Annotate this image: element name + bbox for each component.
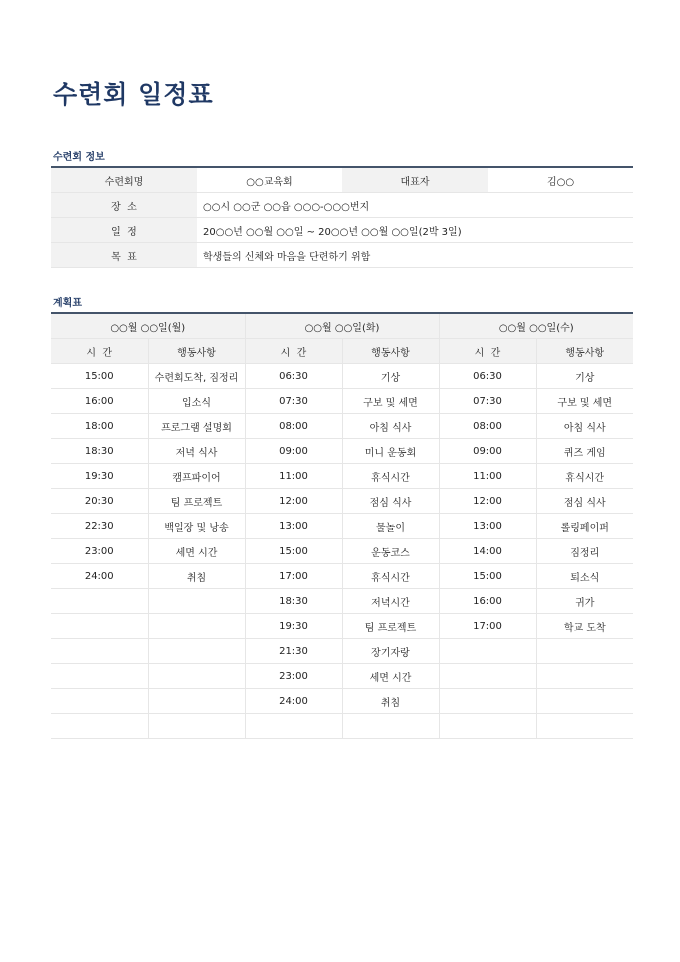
table-row: [51, 589, 633, 614]
activity-cell: 퀴즈 게임: [536, 439, 633, 464]
page-title: 수련회 일정표: [53, 80, 214, 109]
column-header-row: [51, 339, 633, 364]
time-cell: [245, 714, 342, 739]
time-cell: 16:00: [51, 389, 148, 414]
time-cell: [51, 589, 148, 614]
time-cell: 23:00: [245, 664, 342, 689]
time-cell: 15:00: [245, 539, 342, 564]
info-row-place: [51, 193, 633, 218]
time-cell: 09:00: [439, 439, 536, 464]
time-cell: [439, 714, 536, 739]
time-cell: [51, 614, 148, 639]
info-table: [51, 166, 633, 268]
table-row: [51, 614, 633, 639]
activity-cell: [148, 689, 245, 714]
activity-cell: [148, 639, 245, 664]
name-label: 수련회명: [51, 167, 197, 193]
activity-cell: 팀 프로젝트: [148, 489, 245, 514]
activity-cell: [536, 689, 633, 714]
time-cell: 18:00: [51, 414, 148, 439]
time-cell: 13:00: [439, 514, 536, 539]
place-value: ○○시 ○○군 ○○읍 ○○○-○○○번지: [197, 193, 633, 218]
time-cell: 07:30: [245, 389, 342, 414]
activity-cell: [536, 714, 633, 739]
time-cell: 09:00: [245, 439, 342, 464]
rep-value: 김○○: [488, 167, 633, 193]
activity-cell: 저녁시간: [342, 589, 439, 614]
activity-cell: 세면 시간: [342, 664, 439, 689]
activity-cell: 점심 식사: [342, 489, 439, 514]
table-row: [51, 564, 633, 589]
time-cell: [51, 689, 148, 714]
activity-cell: 입소식: [148, 389, 245, 414]
time-header: 시 간: [245, 339, 342, 364]
activity-cell: [148, 589, 245, 614]
time-cell: 19:30: [51, 464, 148, 489]
plan-section-title: 계획표: [53, 298, 82, 309]
time-cell: 18:30: [51, 439, 148, 464]
time-cell: 20:30: [51, 489, 148, 514]
activity-cell: 휴식시간: [536, 464, 633, 489]
activity-cell: 휴식시간: [342, 564, 439, 589]
activity-cell: 프로그램 설명회: [148, 414, 245, 439]
table-row: [51, 664, 633, 689]
activity-cell: 점심 식사: [536, 489, 633, 514]
time-cell: 24:00: [245, 689, 342, 714]
activity-cell: 캠프파이어: [148, 464, 245, 489]
time-cell: [439, 664, 536, 689]
activity-cell: 장기자랑: [342, 639, 439, 664]
rep-label: 대표자: [342, 167, 488, 193]
info-section-title: 수련회 정보: [53, 152, 105, 163]
activity-cell: 취침: [148, 564, 245, 589]
goal-value: 학생들의 신체와 마음을 단련하기 위함: [197, 243, 633, 268]
day-header: ○○월 ○○일(월): [51, 313, 245, 339]
table-row: [51, 689, 633, 714]
time-cell: 08:00: [245, 414, 342, 439]
activity-cell: 퇴소식: [536, 564, 633, 589]
activity-cell: 저녁 식사: [148, 439, 245, 464]
time-cell: 06:30: [245, 364, 342, 389]
table-row: [51, 639, 633, 664]
time-header: 시 간: [51, 339, 148, 364]
activity-cell: 백일장 및 낭송: [148, 514, 245, 539]
table-row: [51, 514, 633, 539]
name-value: ○○교육회: [197, 167, 342, 193]
time-cell: [439, 689, 536, 714]
time-cell: 13:00: [245, 514, 342, 539]
activity-cell: 학교 도착: [536, 614, 633, 639]
activity-cell: 휴식시간: [342, 464, 439, 489]
time-cell: 12:00: [245, 489, 342, 514]
activity-cell: 세면 시간: [148, 539, 245, 564]
time-cell: [51, 664, 148, 689]
time-cell: 11:00: [245, 464, 342, 489]
plan-table: [51, 312, 633, 739]
time-cell: [51, 639, 148, 664]
activity-cell: 물놀이: [342, 514, 439, 539]
activity-cell: 짐정리: [536, 539, 633, 564]
day-header: ○○월 ○○일(수): [439, 313, 633, 339]
info-row-name: [51, 167, 633, 193]
time-cell: 07:30: [439, 389, 536, 414]
table-row: [51, 714, 633, 739]
table-row: [51, 489, 633, 514]
date-label: 일 정: [51, 218, 197, 243]
activity-cell: 미니 운동회: [342, 439, 439, 464]
time-header: 시 간: [439, 339, 536, 364]
day-header: ○○월 ○○일(화): [245, 313, 439, 339]
activity-cell: [148, 714, 245, 739]
time-cell: 08:00: [439, 414, 536, 439]
activity-header: 행동사항: [148, 339, 245, 364]
activity-cell: [536, 639, 633, 664]
table-row: [51, 464, 633, 489]
time-cell: 21:30: [245, 639, 342, 664]
time-cell: 17:00: [245, 564, 342, 589]
time-cell: 12:00: [439, 489, 536, 514]
activity-cell: 구보 및 세면: [342, 389, 439, 414]
place-label: 장 소: [51, 193, 197, 218]
activity-header: 행동사항: [536, 339, 633, 364]
activity-cell: 취침: [342, 689, 439, 714]
time-cell: 06:30: [439, 364, 536, 389]
time-cell: 18:30: [245, 589, 342, 614]
table-row: [51, 539, 633, 564]
time-cell: 15:00: [439, 564, 536, 589]
time-cell: 11:00: [439, 464, 536, 489]
time-cell: 15:00: [51, 364, 148, 389]
activity-cell: [148, 664, 245, 689]
activity-cell: 수련회도착, 짐정리: [148, 364, 245, 389]
time-cell: [51, 714, 148, 739]
time-cell: 17:00: [439, 614, 536, 639]
activity-cell: 기상: [536, 364, 633, 389]
info-row-date: [51, 218, 633, 243]
activity-cell: 아침 식사: [342, 414, 439, 439]
table-row: [51, 414, 633, 439]
activity-cell: 운동코스: [342, 539, 439, 564]
activity-cell: 기상: [342, 364, 439, 389]
goal-label: 목 표: [51, 243, 197, 268]
time-cell: 14:00: [439, 539, 536, 564]
date-value: 20○○년 ○○월 ○○일 ~ 20○○년 ○○월 ○○일(2박 3일): [197, 218, 633, 243]
info-row-goal: [51, 243, 633, 268]
table-row: [51, 439, 633, 464]
activity-cell: [536, 664, 633, 689]
activity-cell: [148, 614, 245, 639]
activity-header: 행동사항: [342, 339, 439, 364]
time-cell: 19:30: [245, 614, 342, 639]
activity-cell: 귀가: [536, 589, 633, 614]
activity-cell: [342, 714, 439, 739]
activity-cell: 롤링페이퍼: [536, 514, 633, 539]
time-cell: 23:00: [51, 539, 148, 564]
time-cell: 24:00: [51, 564, 148, 589]
table-row: [51, 389, 633, 414]
table-row: [51, 364, 633, 389]
activity-cell: 구보 및 세면: [536, 389, 633, 414]
time-cell: 22:30: [51, 514, 148, 539]
activity-cell: 팀 프로젝트: [342, 614, 439, 639]
time-cell: 16:00: [439, 589, 536, 614]
day-header-row: [51, 313, 633, 339]
time-cell: [439, 639, 536, 664]
activity-cell: 아침 식사: [536, 414, 633, 439]
